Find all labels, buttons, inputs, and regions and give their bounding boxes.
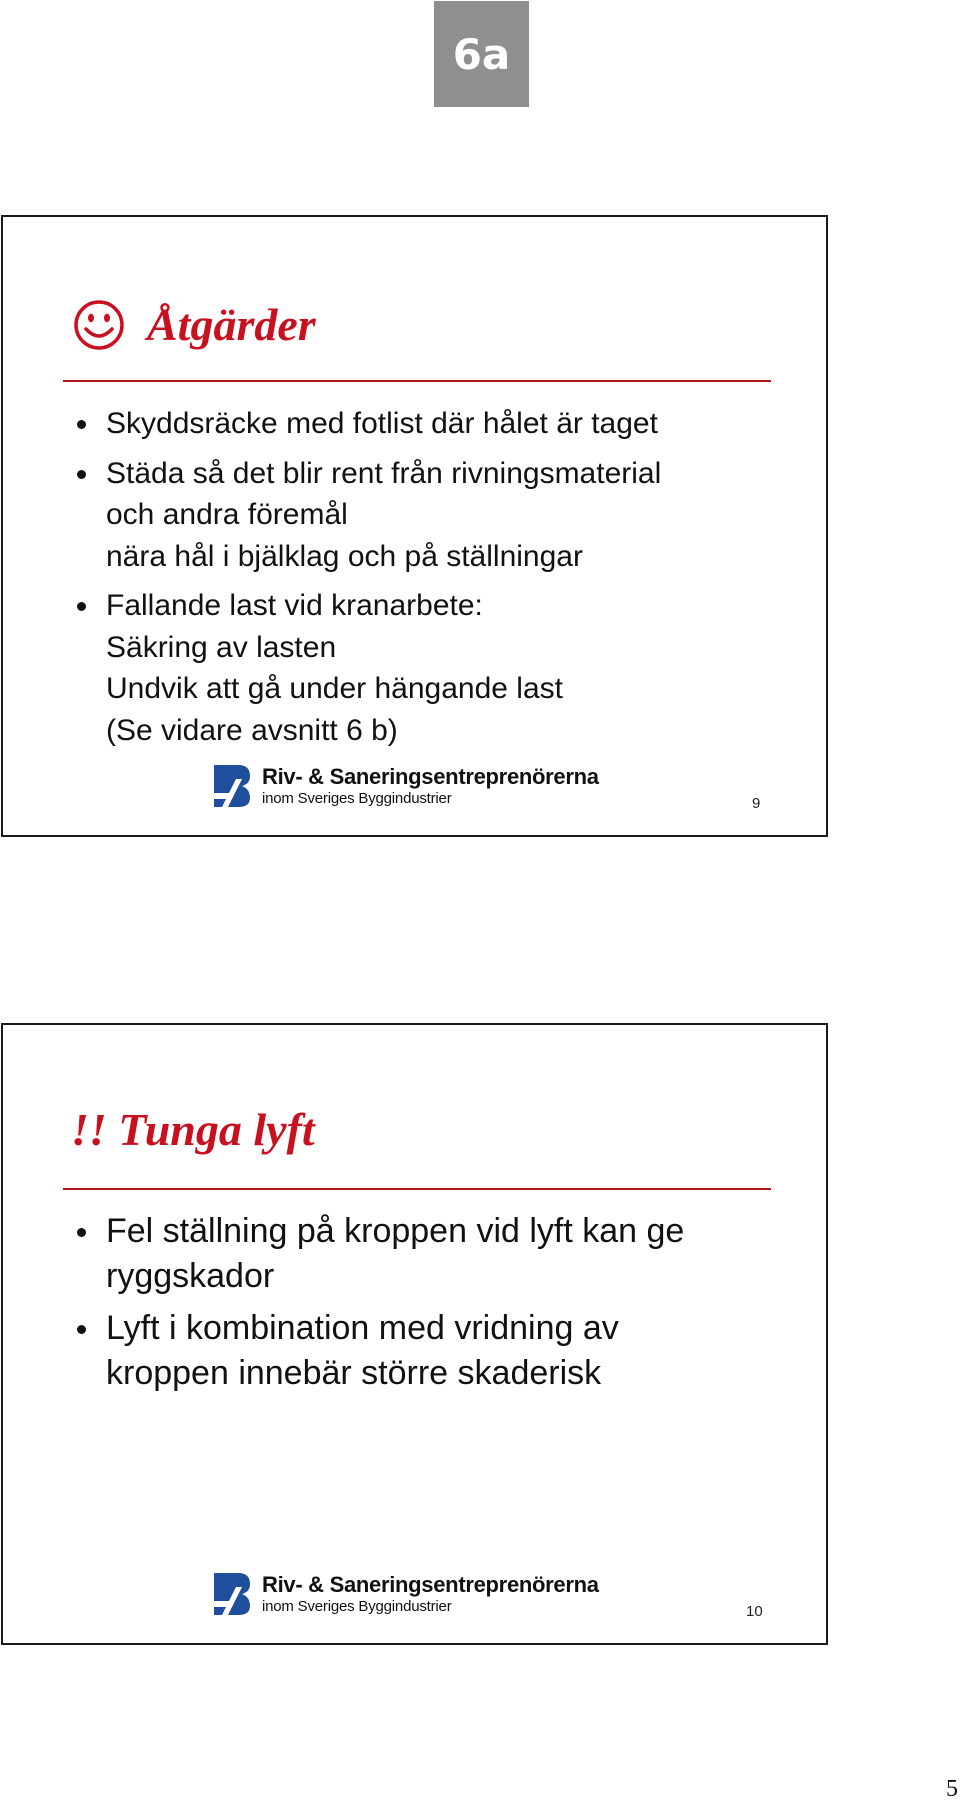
slide-title: Åtgärder [147,299,316,350]
bullet-line: Skyddsräcke med fotlist där hålet är taget [106,407,658,440]
company-name: Riv- & Saneringsentreprenörerna [262,764,599,789]
bullet-line: ryggskador [106,1257,275,1295]
list-item [73,1209,684,1299]
company-subtitle: inom Sveriges Byggindustrier [262,1598,452,1615]
slide-9 [1,215,828,837]
bullet-line: Fallande last vid kranarbete: [106,589,483,622]
company-logo [212,1571,599,1617]
bullet-line: (Se vidare avsnitt 6 b) [106,713,398,747]
section-tab: 6a [434,1,529,107]
bullet-dot-icon [77,1325,86,1334]
page-number: 5 [946,1776,958,1802]
slide-number: 9 [752,795,761,812]
slide-number: 10 [746,1603,763,1620]
list-item [73,453,661,578]
company-subtitle: inom Sveriges Byggindustrier [262,790,452,807]
smiley-face-icon [73,299,125,351]
bullet-dot-icon [77,1228,86,1237]
bullet-line: och andra föremål [106,498,348,531]
bullet-line: Lyft i kombination med vridning av [106,1309,619,1347]
company-name: Riv- & Saneringsentreprenörerna [262,1572,599,1597]
bullet-line: nära hål i bjälklag och på ställningar [106,539,583,573]
slide-10 [1,1023,828,1645]
list-item [73,585,661,751]
list-item [73,1306,684,1396]
title-divider [63,1188,771,1190]
bullet-line: kroppen innebär större skaderisk [106,1354,602,1392]
company-logo-mark-icon [212,763,252,809]
bullet-list [73,403,661,751]
slide-title-row [71,1104,315,1155]
company-logo-mark-icon [212,1571,252,1617]
title-divider [63,380,771,382]
bullet-line: Säkring av lasten [106,630,337,664]
bullet-line: Fel ställning på kroppen vid lyft kan ge [106,1212,685,1250]
company-logo [212,763,599,809]
bullet-dot-icon [77,470,86,479]
bullet-dot-icon [77,420,86,429]
bullet-dot-icon [77,602,86,611]
bullet-line: Städa så det blir rent från rivningsmaterial [106,456,662,490]
bullet-list [73,1209,684,1396]
bullet-line: Undvik att gå under hängande last [106,672,563,705]
slide-title: !! Tunga lyft [71,1104,315,1155]
slide-title-row [73,299,316,351]
list-item [73,403,661,445]
